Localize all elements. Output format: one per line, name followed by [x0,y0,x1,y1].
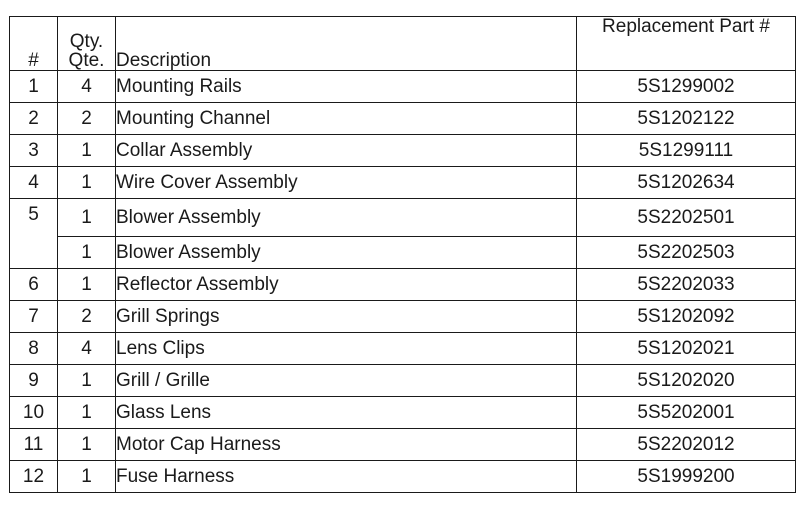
row-qty: 1 [58,167,116,199]
row-number [10,236,58,268]
row-description: Grill / Grille [116,364,577,396]
row-part-number: 5S1202020 [577,364,796,396]
row-part-number: 5S2202012 [577,428,796,460]
row-qty: 4 [58,332,116,364]
table-row [10,300,796,332]
row-number: 7 [10,300,58,332]
row-number: 12 [10,460,58,492]
row-part-number: 5S1202092 [577,300,796,332]
row-part-number: 5S2202503 [577,236,796,268]
row-qty: 1 [58,135,116,167]
table-row [10,364,796,396]
table-row [10,428,796,460]
row-description: Wire Cover Assembly [116,167,577,199]
row-description: Mounting Channel [116,103,577,135]
row-part-number: 5S2202033 [577,268,796,300]
row-description: Glass Lens [116,396,577,428]
row-description: Mounting Rails [116,71,577,103]
row-number: 5 [10,199,58,237]
row-description: Fuse Harness [116,460,577,492]
row-part-number: 5S1202021 [577,332,796,364]
row-number: 10 [10,396,58,428]
header-qty-line1: Qty. [69,31,104,52]
header-number: # [10,17,58,71]
header-row [10,17,796,71]
header-qty-line2: Qte. [68,50,105,71]
row-description: Blower Assembly [116,199,577,237]
row-description: Reflector Assembly [116,268,577,300]
header-description: Description [116,17,577,71]
row-qty: 4 [58,71,116,103]
row-part-number: 5S1299002 [577,71,796,103]
header-qty [58,17,116,71]
row-qty: 1 [58,199,116,237]
table-row [10,268,796,300]
row-description: Motor Cap Harness [116,428,577,460]
row-part-number: 5S2202501 [577,199,796,237]
row-part-number: 5S1999200 [577,460,796,492]
row-description: Lens Clips [116,332,577,364]
table-row [10,332,796,364]
table-row [10,103,796,135]
row-qty: 1 [58,460,116,492]
row-description: Collar Assembly [116,135,577,167]
table-row [10,236,796,268]
row-number: 11 [10,428,58,460]
row-description: Blower Assembly [116,236,577,268]
table-row [10,71,796,103]
row-qty: 1 [58,396,116,428]
row-qty: 1 [58,268,116,300]
row-part-number: 5S1299111 [577,135,796,167]
row-qty: 1 [58,236,116,268]
row-number: 9 [10,364,58,396]
row-qty: 1 [58,428,116,460]
row-number: 3 [10,135,58,167]
header-part: Replacement Part # [577,17,796,71]
table-row [10,167,796,199]
table-row [10,199,796,237]
row-qty: 2 [58,300,116,332]
row-part-number: 5S1202122 [577,103,796,135]
row-number: 8 [10,332,58,364]
row-number: 1 [10,71,58,103]
row-qty: 1 [58,364,116,396]
row-number: 4 [10,167,58,199]
row-part-number: 5S1202634 [577,167,796,199]
table-row [10,460,796,492]
table-row [10,396,796,428]
table-row [10,135,796,167]
row-part-number: 5S5202001 [577,396,796,428]
row-description: Grill Springs [116,300,577,332]
parts-table [9,16,796,493]
row-number: 2 [10,103,58,135]
row-qty: 2 [58,103,116,135]
row-number: 6 [10,268,58,300]
